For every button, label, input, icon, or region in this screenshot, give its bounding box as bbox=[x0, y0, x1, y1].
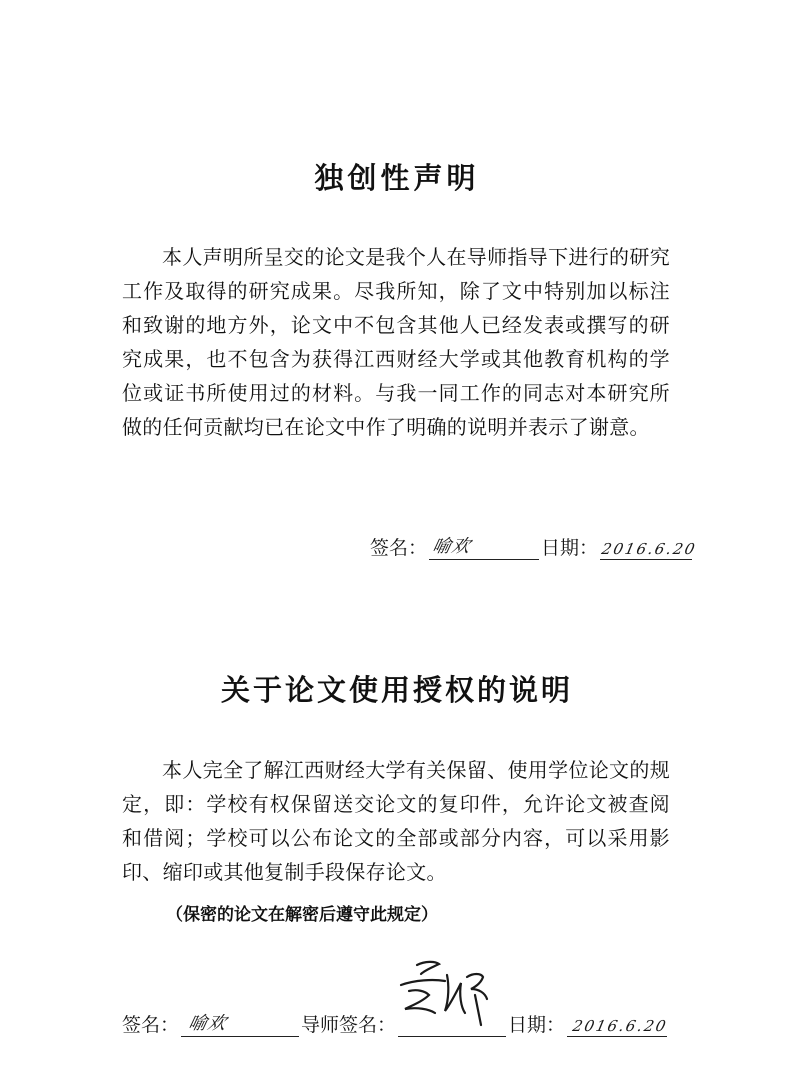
declaration-title: 独创性声明 bbox=[314, 161, 480, 195]
declaration-signature-label: 签名： bbox=[370, 537, 428, 559]
authorization-signature-row bbox=[122, 1010, 669, 1037]
declaration-body: 本人声明所呈交的论文是我个人在导师指导下进行的研究工作及取得的研究成果。尽我所知，除了文中特别加以标注和致谢的地方外，论文中不包含其他人已经发表或撰写的研究成果，也不包含为获得江西财经大学或其他教育机构的学位或证书所使用过的材料。与我一同工作的同志对本研究所做的任何贡献均已在论文中作了明确的说明并表示了谢意。 bbox=[122, 245, 670, 439]
authorization-date-line bbox=[567, 1014, 670, 1037]
declaration-date-label: 日期： bbox=[541, 537, 599, 559]
advisor-signature-label: 导师签名： bbox=[301, 1014, 397, 1036]
declaration-date-line bbox=[600, 537, 699, 560]
confidential-note: （保密的论文在解密后遵守此规定） bbox=[166, 905, 438, 925]
declaration-signature-line bbox=[429, 537, 539, 560]
advisor-signature-line bbox=[398, 1014, 506, 1037]
authorization-signature-label: 签名： bbox=[122, 1014, 180, 1036]
declaration-handwritten-signature: 喻欢 bbox=[430, 536, 473, 557]
declaration-handwritten-date: 2016.6.20 bbox=[600, 540, 699, 558]
declaration-signature-row bbox=[370, 533, 699, 560]
authorization-body: 本人完全了解江西财经大学有关保留、使用学位论文的规定，即：学校有权保留送交论文的复印件，允许论文被查阅和借阅；学校可以公布论文的全部或部分内容，可以采用影印、缩印或其他复制手段保存论文。 bbox=[122, 758, 670, 884]
authorization-signature-line bbox=[181, 1014, 299, 1037]
authorization-date-label: 日期： bbox=[508, 1014, 566, 1036]
authorization-handwritten-date: 2016.6.20 bbox=[571, 1017, 670, 1035]
authorization-handwritten-signature: 喻欢 bbox=[186, 1013, 229, 1034]
authorization-title: 关于论文使用授权的说明 bbox=[220, 673, 573, 707]
